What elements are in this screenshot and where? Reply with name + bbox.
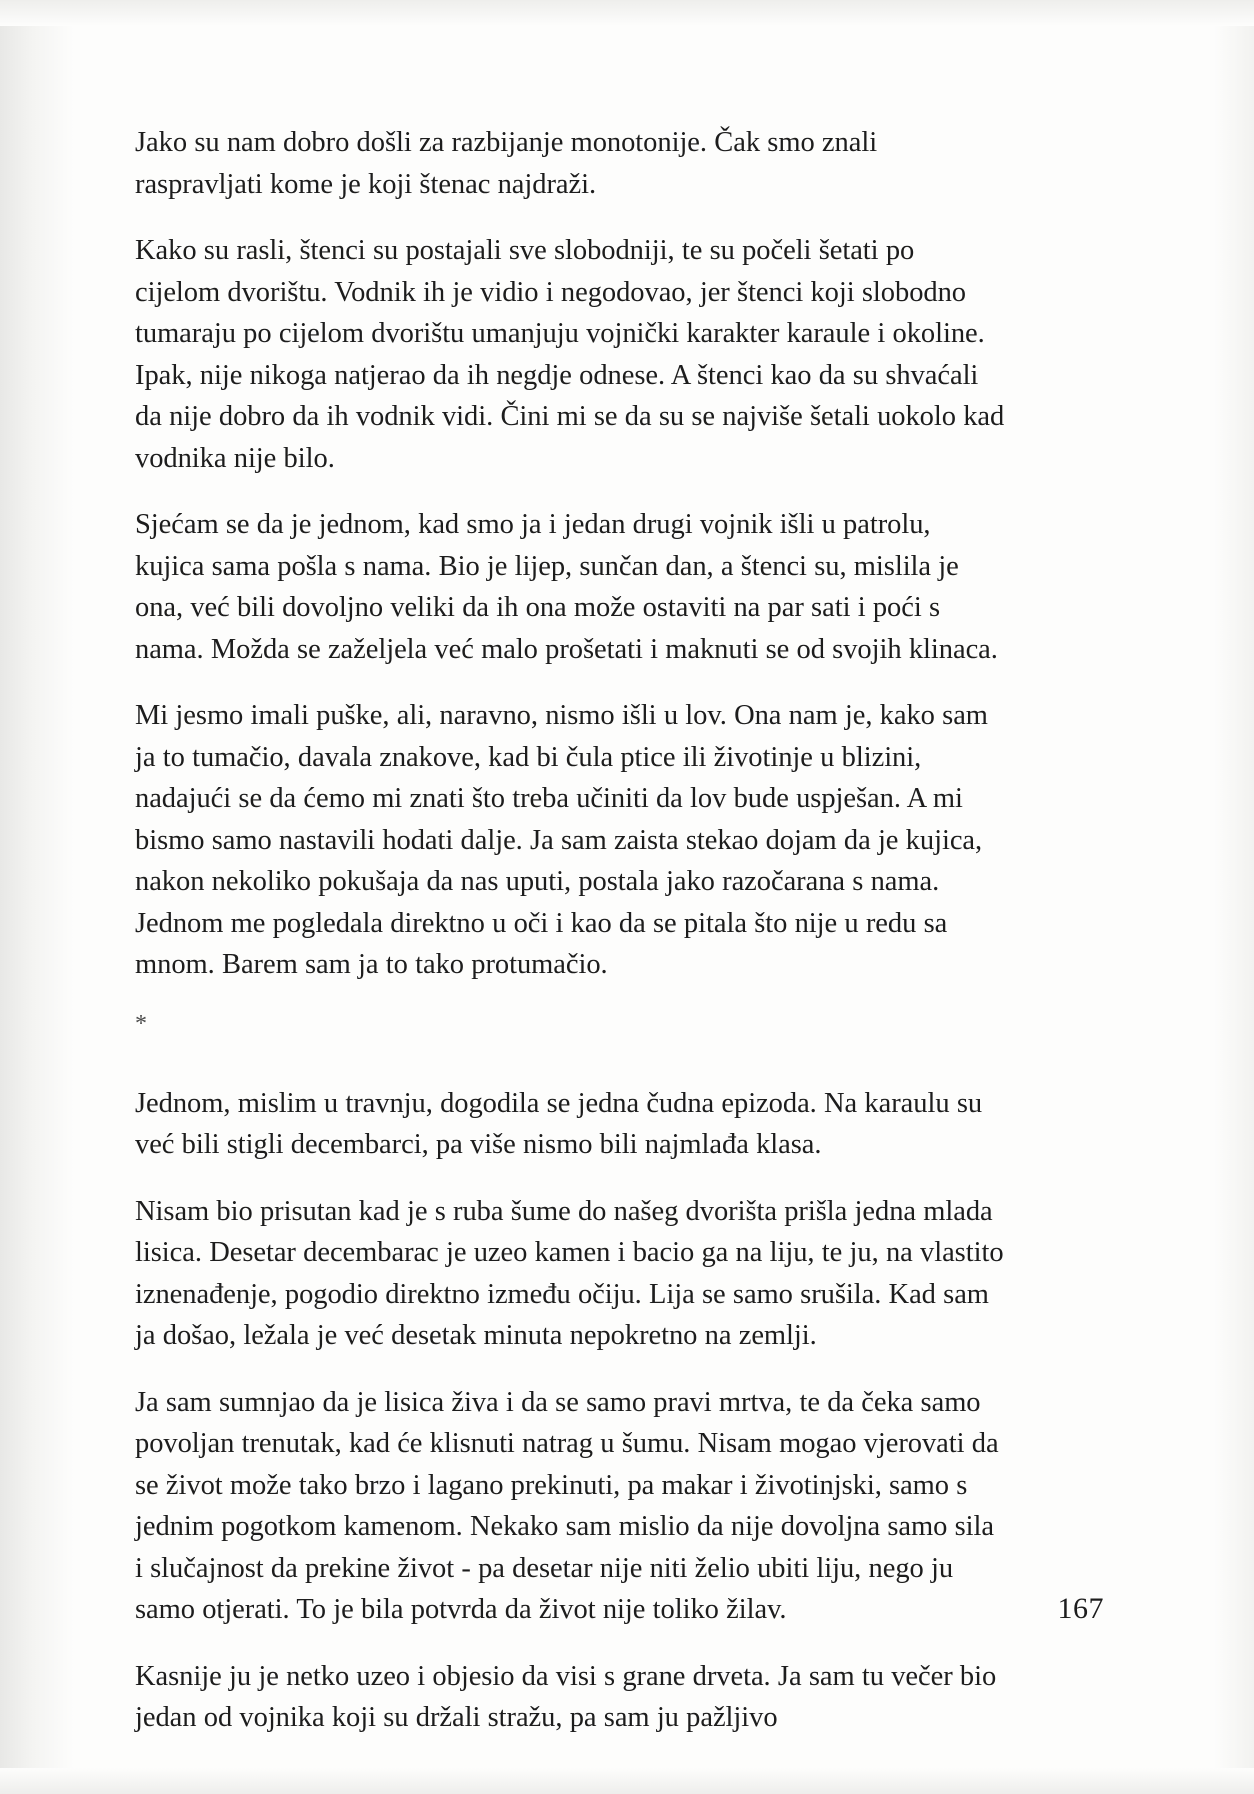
section-break-asterisk: * (135, 1010, 147, 1037)
paragraph: Nisam bio prisutan kad je s ruba šume do našeg dvorišta prišla jedna mlada lisica. Desetar decembarac je uzeo kamen i bacio ga na liju, te ju, na vlastito iznenađenje, pogodio direktno između očiju. Lija se samo srušila. Kad sam ja došao, ležala je već desetak minuta nepokretno na zemlji. (135, 1195, 1004, 1351)
paragraph: Kasnije ju je netko uzeo i objesio da visi s grane drveta. Ja sam tu večer bio jedan od vojnika koji su držali stražu, pa sam ju pažljivo (135, 1660, 997, 1733)
page-gutter-shadow (0, 0, 74, 1794)
paragraph: Jednom, mislim u travnju, dogodila se jedna čudna epizoda. Na karaulu su već bili stigli decembarci, pa više nismo bili najmlađa klasa. (135, 1087, 983, 1160)
paragraph: Sjećam se da je jednom, kad smo ja i jedan drugi vojnik išli u patrolu, kujica sama pošla s nama. Bio je lijep, sunčan dan, a štenci su, mislila je ona, već bili dovoljno veliki da ih ona može ostaviti na par sati i poći s nama. Možda se zaželjela već malo prošetati i maknuti se od svojih klinaca. (135, 509, 998, 665)
paragraph: Mi jesmo imali puške, ali, naravno, nismo išli u lov. Ona nam je, kako sam ja to tumačio, davala znakove, kad bi čula ptice ili životinje u blizini, nadajući se da ćemo mi znati što treba učiniti da lov bude uspješan. A mi bismo samo nastavili hodati dalje. Ja sam zaista stekao dojam da je kujica, nakon nekoliko pokušaja da nas uputi, postala jako razočarana s nama. Jednom me pogledala direktno u oči i kao da se pitala što nije u redu sa mnom. Barem sam ja to tako protumačio. (135, 700, 988, 980)
page-top-edge-shadow (0, 0, 1254, 26)
page-number: 167 (1057, 1592, 1104, 1625)
page-right-edge-shadow (1214, 0, 1254, 1794)
paragraph: Kako su rasli, štenci su postajali sve slobodniji, te su počeli šetati po cijelom dvorištu. Vodnik ih je vidio i negodovao, jer štenci koji slobodno tumaraju po cijelom dvorištu umanjuju vojnički karakter karaule i okoline. Ipak, nije nikoga natjerao da ih negdje odnese. A štenci kao da su shvaćali da nije dobro da ih vodnik vidi. Čini mi se da su se najviše šetali uokolo kad vodnika nije bilo. (135, 235, 1005, 474)
paragraph: Jako su nam dobro došli za razbijanje monotonije. Čak smo znali raspravljati kome je koji štenac najdraži. (135, 127, 878, 200)
page-bottom-edge-shadow (0, 1768, 1254, 1794)
text-column (135, 122, 1005, 1764)
paragraph: Ja sam sumnjao da je lisica živa i da se samo pravi mrtva, te da čeka samo povoljan trenutak, kad će klisnuti natrag u šumu. Nisam mogao vjerovati da se život može tako brzo i lagano prekinuti, pa makar i životinjski, samo s jednim pogotkom kamenom. Nekako sam mislio da nije dovoljna samo sila i slučajnost da prekine život - pa desetar nije niti želio ubiti liju, nego ju samo otjerati. To je bila potvrda da život nije toliko žilav. (135, 1386, 999, 1625)
